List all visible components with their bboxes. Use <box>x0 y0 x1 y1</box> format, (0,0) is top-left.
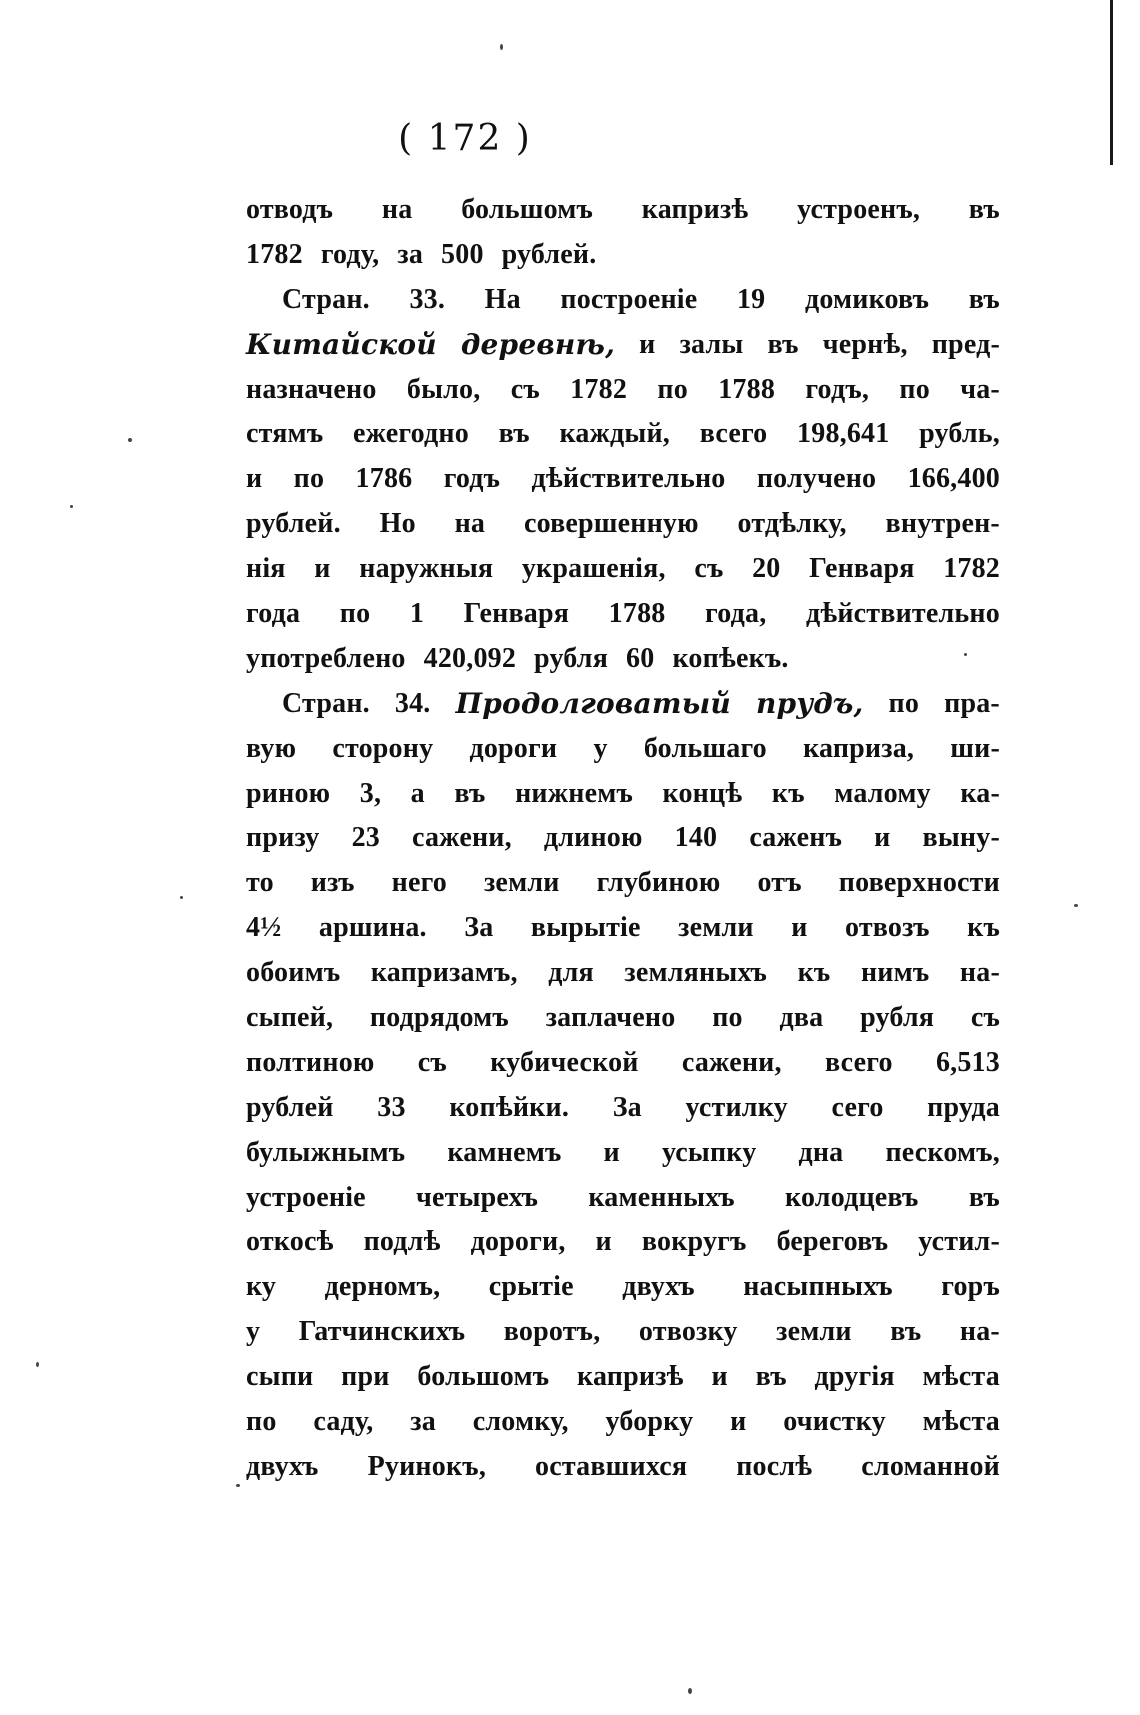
word: глубиною <box>596 867 721 899</box>
word: къ <box>771 777 805 809</box>
word: капризѣ <box>577 1361 684 1393</box>
scan-speck <box>500 44 503 50</box>
text-line <box>246 233 1000 278</box>
word: 23 <box>351 822 380 854</box>
word: сажени, <box>412 822 512 854</box>
word: въ <box>968 194 1000 225</box>
word: съ <box>970 1002 1000 1034</box>
word: нимъ <box>860 957 930 989</box>
word: дѣйствительно <box>805 598 1000 630</box>
word: дороги <box>469 732 558 764</box>
word: саду, <box>313 1406 374 1438</box>
word: получено <box>756 463 877 495</box>
word: подрядомъ <box>369 1002 509 1034</box>
text-line <box>246 727 1000 772</box>
text-line <box>246 1086 1000 1131</box>
text-line <box>246 682 1000 727</box>
word: къ <box>967 912 1000 944</box>
word: и <box>603 1136 620 1168</box>
word: построеніе <box>560 283 698 315</box>
word: на <box>381 194 413 225</box>
word: каприза, <box>803 732 915 764</box>
word: концѣ <box>662 777 743 809</box>
word: подлѣ <box>363 1226 441 1258</box>
word: ка- <box>960 777 1000 809</box>
word: пра- <box>944 687 1000 719</box>
word: капризамъ, <box>370 957 518 989</box>
word: 1788 <box>718 373 776 405</box>
word: Но <box>379 508 416 540</box>
text-line <box>246 906 1000 951</box>
word: За <box>464 912 494 944</box>
word: съ <box>510 373 540 405</box>
word: полтиною <box>246 1046 375 1078</box>
word: вокругъ <box>641 1226 747 1258</box>
word: призу <box>246 822 320 854</box>
word: ежегодно <box>353 418 469 450</box>
word: и <box>791 912 808 944</box>
word: ку <box>246 1271 277 1303</box>
word: большомъ <box>417 1361 550 1393</box>
word: 33. <box>409 283 446 315</box>
word: года, <box>705 598 767 630</box>
word: двухъ <box>246 1450 319 1482</box>
word: а <box>410 777 425 809</box>
word: 420,092 <box>423 642 517 674</box>
word: капризѣ <box>641 194 749 225</box>
word: мѣста <box>922 1406 1000 1438</box>
word: мѣста <box>922 1361 1000 1393</box>
text-line <box>246 816 1000 861</box>
text-line <box>246 412 1000 457</box>
word: по <box>888 687 920 719</box>
word: прудъ, <box>756 686 864 720</box>
word: вырытіе <box>530 912 641 944</box>
text-line <box>246 188 1000 233</box>
word: наружныя <box>359 553 494 585</box>
text-line <box>246 1041 1000 1086</box>
text-line <box>246 861 1000 906</box>
word: пруда <box>927 1091 1000 1123</box>
word: срытіе <box>488 1271 574 1303</box>
word: на- <box>959 957 1000 989</box>
word: каждый, <box>559 418 671 450</box>
word: саженъ <box>749 822 843 854</box>
word: пред- <box>931 328 1000 360</box>
word: 60 <box>626 642 655 674</box>
word: 3, <box>359 777 382 809</box>
text-line <box>246 1265 1000 1310</box>
text-line <box>246 368 1000 413</box>
word: въ <box>968 283 1000 315</box>
word: года <box>246 598 301 630</box>
word: уборку <box>605 1406 694 1438</box>
word: риною <box>246 777 331 809</box>
word: рубль, <box>919 418 1000 450</box>
word: воротъ, <box>503 1316 601 1348</box>
word: 33 <box>377 1091 406 1123</box>
word: вую <box>246 732 297 764</box>
word: оставшихся <box>535 1450 688 1482</box>
word: 1788 <box>608 598 666 630</box>
text-line <box>246 1220 1000 1265</box>
word: совершенную <box>523 508 699 540</box>
word: за <box>410 1406 436 1438</box>
word: на <box>454 508 486 540</box>
word: колодцевъ <box>785 1181 919 1213</box>
word: пескомъ, <box>885 1136 1000 1168</box>
text-line <box>246 502 1000 547</box>
word: изъ <box>310 867 355 899</box>
word: береговъ <box>776 1226 889 1258</box>
word: выну- <box>922 822 1000 854</box>
scan-speck <box>1074 904 1078 907</box>
word: и <box>246 463 263 495</box>
word: рублей. <box>246 508 341 540</box>
word: въ <box>890 1316 922 1348</box>
word: очистку <box>783 1406 886 1438</box>
word: устилку <box>685 1091 788 1123</box>
text-line <box>246 1131 1000 1176</box>
scan-speck <box>688 1688 692 1694</box>
word: сыпей, <box>246 1002 334 1034</box>
word: въ <box>767 328 799 360</box>
text-line <box>246 547 1000 592</box>
word: Продолговатый <box>455 686 731 720</box>
word: насыпныхъ <box>743 1271 893 1303</box>
text-line <box>246 457 1000 502</box>
word: земли <box>483 867 560 899</box>
word: въ <box>755 1361 787 1393</box>
scan-speck <box>36 1362 39 1367</box>
word: отъ <box>757 867 802 899</box>
word: залы <box>679 328 744 360</box>
word: Стран. <box>282 283 370 315</box>
word: земли <box>776 1316 852 1348</box>
text-line <box>246 592 1000 637</box>
text-line <box>246 1176 1000 1221</box>
word: и <box>595 1226 612 1258</box>
word: за <box>397 238 424 270</box>
word: стямъ <box>246 418 324 450</box>
word: 140 <box>674 822 718 854</box>
word: земляныхъ <box>624 957 768 989</box>
text-line <box>246 951 1000 996</box>
binding-edge-line <box>1110 0 1113 165</box>
word: Руинокъ, <box>367 1450 487 1482</box>
word: въ <box>968 1181 1000 1213</box>
word: году, <box>320 238 380 270</box>
scan-speck <box>128 438 132 442</box>
scan-speck <box>180 896 183 899</box>
word: деревнѣ, <box>460 327 616 361</box>
word: устил- <box>918 1226 1000 1258</box>
word: при <box>341 1361 390 1393</box>
word: малому <box>834 777 931 809</box>
word: 500 <box>441 238 484 270</box>
word: сего <box>831 1091 884 1123</box>
word: Генваря <box>809 553 915 585</box>
word: каменныхъ <box>588 1181 735 1213</box>
word: усыпку <box>661 1136 757 1168</box>
word: 1 <box>409 598 425 630</box>
word: на- <box>959 1316 1000 1348</box>
word: отводъ <box>246 194 334 225</box>
word: отдѣлку, <box>737 508 847 540</box>
word: Генваря <box>463 598 570 630</box>
scan-speck <box>236 1484 240 1487</box>
word: годъ <box>443 463 501 495</box>
word: по <box>293 463 325 495</box>
word: домиковъ <box>804 283 930 315</box>
word: по <box>899 373 930 405</box>
word: 6,513 <box>935 1046 1000 1078</box>
word: Стран. <box>282 687 370 719</box>
word: употреблено <box>246 642 406 674</box>
word: земли <box>678 912 754 944</box>
word: 20 <box>752 553 781 585</box>
word: рубля <box>860 1002 935 1034</box>
word: внутрен- <box>885 508 1000 540</box>
word: ча- <box>960 373 1000 405</box>
word: рублей. <box>501 238 597 270</box>
word: сломанной <box>861 1450 1000 1482</box>
word: всего <box>699 418 768 450</box>
word: въ <box>454 777 486 809</box>
word: аршина. <box>318 912 427 944</box>
word: На <box>484 283 521 315</box>
word: по <box>246 1406 277 1438</box>
word: чернѣ, <box>822 328 908 360</box>
word: два <box>779 1002 824 1034</box>
word: и <box>874 822 891 854</box>
scan-speck <box>70 505 73 508</box>
word: горъ <box>941 1271 1000 1303</box>
word: За <box>612 1091 642 1123</box>
word: украшенія, <box>521 553 666 585</box>
text-line <box>246 637 1000 682</box>
word: по <box>657 373 688 405</box>
word: камнемъ <box>447 1136 562 1168</box>
word: назначено <box>246 373 377 405</box>
word: сторону <box>332 732 434 764</box>
word: послѣ <box>736 1450 813 1482</box>
word: нія <box>246 553 286 585</box>
word: ши- <box>950 732 1000 764</box>
body-text <box>246 188 1000 1490</box>
word: 34. <box>394 687 431 719</box>
text-line <box>246 323 1000 368</box>
word: булыжнымъ <box>246 1136 406 1168</box>
word: по <box>339 598 371 630</box>
word: у <box>593 732 608 764</box>
text-line <box>246 1445 1000 1490</box>
word: всего <box>824 1046 893 1078</box>
word: Китайской <box>246 327 437 361</box>
scan-speck <box>964 653 967 656</box>
text-line <box>246 1310 1000 1355</box>
word: откосѣ <box>246 1226 334 1258</box>
word: отвозку <box>638 1316 738 1348</box>
word: четырехъ <box>416 1181 539 1213</box>
word: длиною <box>543 822 643 854</box>
word: для <box>548 957 594 989</box>
word: Гатчинскихъ <box>298 1316 466 1348</box>
word: и <box>711 1361 728 1393</box>
word: дѣйствительно <box>531 463 726 495</box>
word: дна <box>798 1136 844 1168</box>
text-line <box>246 996 1000 1041</box>
word: большаго <box>643 732 767 764</box>
word: поверхности <box>838 867 1000 899</box>
word: него <box>391 867 447 899</box>
word: сажени, <box>681 1046 782 1078</box>
word: заплачено <box>545 1002 676 1034</box>
word: устроенъ, <box>797 194 921 225</box>
word: 198,641 <box>797 418 890 450</box>
word: кубической <box>490 1046 639 1078</box>
word: двухъ <box>622 1271 695 1303</box>
word: 1782 <box>943 553 1000 585</box>
page-number: ( 172 ) <box>398 118 532 159</box>
word: 1786 <box>355 463 413 495</box>
word: къ <box>797 957 831 989</box>
word: то <box>246 867 274 899</box>
word: и <box>314 553 331 585</box>
word: съ <box>694 553 724 585</box>
word: 1782 <box>570 373 628 405</box>
word: обоимъ <box>246 957 341 989</box>
word: рубля <box>534 642 609 674</box>
word: рублей <box>246 1091 334 1123</box>
text-line <box>246 772 1000 817</box>
word: сыпи <box>246 1361 314 1393</box>
word: дерномъ, <box>324 1271 441 1303</box>
word: копѣйки. <box>449 1091 570 1123</box>
word: и <box>730 1406 747 1438</box>
word: другія <box>814 1361 895 1393</box>
word: 166,400 <box>907 463 1000 495</box>
word: большомъ <box>461 194 594 225</box>
word: дороги, <box>470 1226 566 1258</box>
word: съ <box>417 1046 447 1078</box>
word: 1782 <box>246 238 303 270</box>
word: годъ, <box>805 373 870 405</box>
word: 4½ <box>246 912 282 944</box>
word: въ <box>498 418 530 450</box>
text-line <box>246 1355 1000 1400</box>
word: сломку, <box>472 1406 569 1438</box>
word: отвозъ <box>845 912 930 944</box>
word: копѣекъ. <box>672 642 789 674</box>
word: 19 <box>736 283 766 315</box>
word: нижнемъ <box>515 777 633 809</box>
word: по <box>712 1002 743 1034</box>
word: устроеніе <box>246 1181 366 1213</box>
word: и <box>639 328 656 360</box>
text-line <box>246 278 1000 323</box>
word: у <box>246 1316 261 1348</box>
word: было, <box>406 373 481 405</box>
text-line <box>246 1400 1000 1445</box>
